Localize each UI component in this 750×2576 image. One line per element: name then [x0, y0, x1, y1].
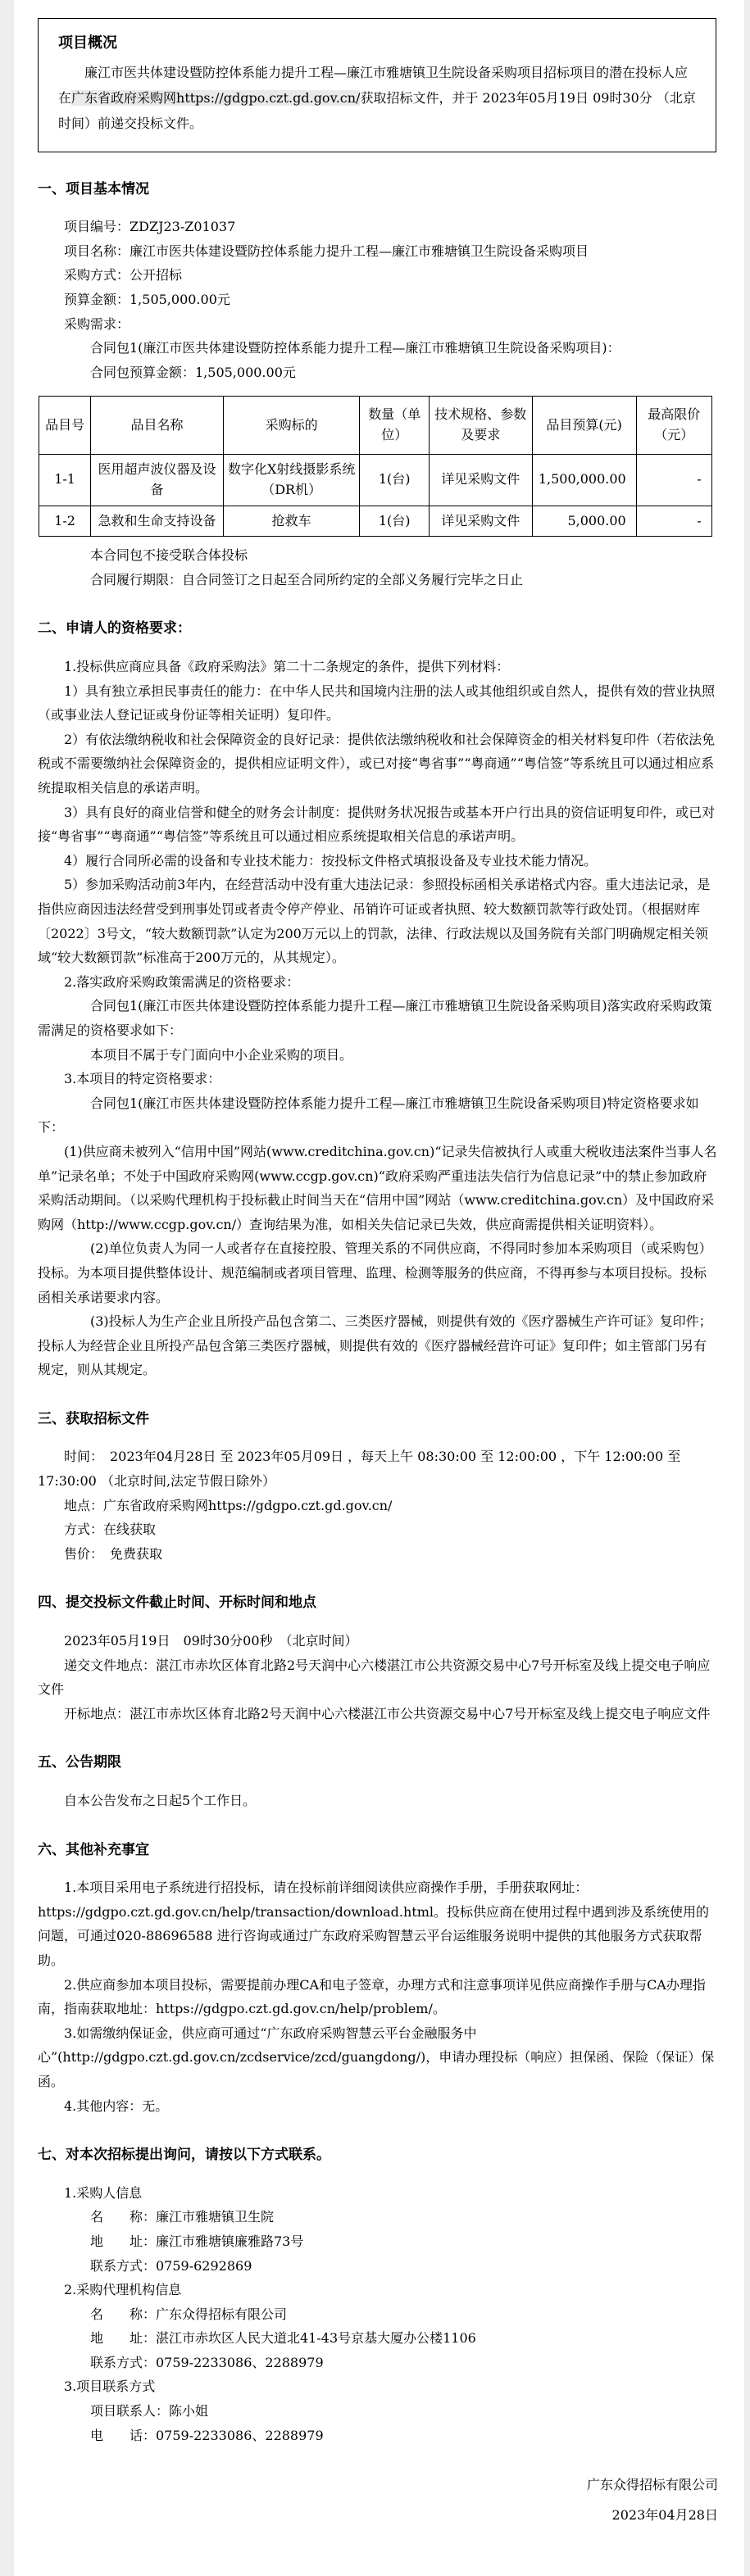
project-contact-telephone: 电 话：0759-2233086、2288979 — [90, 2427, 324, 2443]
qualification-item: (3)投标人为生产企业且所投产品包含第二、三类医疗器械，则提供有效的《医疗器械生产许可证》复印件；投标人为经营企业且所投产品包含第三类医疗器械，则提供有效的《医疗器械经营许可证》复印件；如主管部门另有规定，则从其规定。 — [38, 1313, 712, 1378]
table-cell: 数字化X射线摄影系统（DR机） — [223, 454, 360, 506]
obtain-time: 时间： 2023年04月28日 至 2023年05月09日 ，每天上午 08:30:00 至 12:00:00 ，下午 12:00:00 至 17:30:00 （北京时间,法定节假日除外） — [38, 1449, 681, 1490]
table-body — [39, 454, 712, 536]
demand-label: 采购需求： — [64, 315, 130, 332]
qualification-item: 2）有依法缴纳税收和社会保障资金的良好记录：提供依法缴纳税收和社会保障资金的相关材料复印件（若依法免税或不需要缴纳社会保障资金的，提供相应证明文件），或已对接“粤省事”“粤商通”“粤信签”等系统且可以通过相应系统提取相关信息的承诺声明。 — [38, 731, 716, 796]
obtain-way: 方式：在线获取 — [64, 1522, 157, 1538]
qualification-item: 3.本项目的特定资格要求： — [64, 1071, 221, 1087]
table-header-cell: 技术规格、参数及要求 — [429, 397, 532, 455]
table-header-cell: 品目预算(元) — [532, 397, 636, 455]
project-contact-person: 项目联系人：陈小姐 — [90, 2403, 209, 2420]
table-header-cell: 数量（单位） — [360, 397, 430, 455]
contract-period: 合同履行期限：自合同签订之日起至合同所约定的全部义务履行完毕之日止 — [90, 571, 524, 587]
agency-name: 名 称：广东众得招标有限公司 — [90, 2306, 288, 2322]
overview-paragraph — [58, 60, 696, 137]
overview-text-before: 廉江市医共体建设暨防控体系能力提升工程—廉江市雅塘镇卫生院设备采购项目招标项目的潜在投标人应在 — [58, 65, 689, 107]
agency-info-title: 2.采购代理机构信息 — [64, 2282, 182, 2298]
section-heading-qualification: 二、申请人的资格要求： — [38, 620, 191, 637]
table-cell: - — [636, 506, 711, 537]
table-header-cell: 品目名称 — [91, 397, 224, 455]
other-matter-item: 3.如需缴纳保证金，供应商可通过“广东政府采购智慧云平台金融服务中心”(http://gdgpo.czt.gd.gov.cn/zcdservice/zcd/guangdong/)，申请办理投标（响应）担保函、保险（保证）保函。 — [38, 2025, 715, 2089]
qualification-item: 5）参加采购活动前3年内，在经营活动中没有重大违法记录：参照投标函相关承诺格式内容。重大违法记录，是指供应商因违法经营受到刑事处罚或者责令停产停业、吊销许可证或者执照、较大数额罚款等行政处罚。（根据财库〔2022〕3号文，“较大数额罚款”认定为200万元以上的罚款，法律、行政法规以及国务院有关部门明确规定相关领域“较大数额罚款”标准高于200万元的，从其规定）。 — [38, 877, 711, 966]
purchaser-address: 地 址：廉江市雅塘镇廉雅路73号 — [90, 2233, 304, 2249]
bid-deadline: 2023年05月19日 09时30分00秒 （北京时间） — [64, 1633, 358, 1649]
table-row — [39, 506, 712, 537]
obtain-place: 地点：广东省政府采购网https://gdgpo.czt.gd.gov.cn/ — [64, 1497, 393, 1513]
qualification-item: 本项目不属于专门面向中小企业采购的项目。 — [90, 1046, 353, 1063]
section-heading-basic-info: 一、项目基本情况 — [38, 180, 149, 197]
project-contact-title: 3.项目联系方式 — [64, 2379, 156, 2395]
table-row — [39, 454, 712, 506]
section-heading-other-matters: 六、其他补充事宜 — [38, 1841, 149, 1858]
qualification-item: 1）具有独立承担民事责任的能力：在中华人民共和国境内注册的法人或其他组织或自然人，提供有效的营业执照（或事业法人登记证或身份证等相关证明）复印件。 — [38, 683, 716, 723]
announcement-page — [14, 0, 744, 2576]
qualification-item: 合同包1(廉江市医共体建设暨防控体系能力提升工程—廉江市雅塘镇卫生院设备采购项目)特定资格要求如下： — [38, 1095, 699, 1136]
purchaser-info-title: 1.采购人信息 — [64, 2184, 143, 2201]
project-number: 项目编号：ZDZJ23-Z01037 — [64, 219, 236, 235]
table-header-cell: 最高限价（元） — [636, 397, 711, 455]
section-heading-deadline: 四、提交投标文件截止时间、开标时间和地点 — [38, 1594, 316, 1612]
table-cell: 详见采购文件 — [429, 506, 532, 537]
items-table — [39, 396, 712, 537]
project-name: 项目名称：廉江市医共体建设暨防控体系能力提升工程—廉江市雅塘镇卫生院设备采购项目 — [64, 243, 589, 259]
announcement-period: 自本公告发布之日起5个工作日。 — [64, 1793, 257, 1809]
agency-address: 地 址：湛江市赤坎区人民大道北41-43号京基大厦办公楼1106 — [90, 2330, 476, 2347]
other-matter-item: 1.本项目采用电子系统进行招投标，请在投标前详细阅读供应商操作手册，手册获取网址：https://gdgpo.czt.gd.gov.cn/help/transaction/download.html。投标供应商在使用过程中遇到涉及系统使用的问题，可通过020-88696588 进行咨询或通过广东政府采购智慧云平台运维服务说明中提供的其他服务方式获取帮助。 — [38, 1880, 709, 1968]
contract-package-line: 合同包1(廉江市医共体建设暨防控体系能力提升工程—廉江市雅塘镇卫生院设备采购项目)： — [90, 340, 620, 356]
budget-amount: 预算金额：1,505,000.00元 — [64, 291, 230, 307]
table-header-cell: 品目号 — [39, 397, 91, 455]
procurement-method: 采购方式：公开招标 — [64, 267, 183, 283]
qualification-item: (1)供应商未被列入“信用中国”网站(www.creditchina.gov.cn)“记录失信被执行人或重大税收违法案件当事人名单”记录名单；不处于中国政府采购网(www.ccgp.gov.cn)“政府采购严重违法失信行为信息记录”中的禁止参加政府采购活动期间。（以采购代理机构于投标截止时间当天在“信用中国”网站（www.creditchina.gov.cn）及中国政府采购网（http://www.ccgp.gov.cn/）查询结果为准，如相关失信记录已失效，供应商需提供相关证明资料）。 — [38, 1143, 717, 1232]
qualification-item: 3）具有良好的商业信誉和健全的财务会计制度：提供财务状况报告或基本开户行出具的资信证明复印件，或已对接“粤省事”“粤商通”“粤信签”等系统且可以通过相应系统提取相关信息的承诺声明。 — [38, 804, 716, 845]
section-heading-obtain-documents: 三、获取招标文件 — [38, 1410, 149, 1427]
table-cell: 1(台) — [360, 454, 430, 506]
purchaser-telephone: 联系方式：0759-6292869 — [90, 2257, 252, 2274]
table-cell: 急救和生命支持设备 — [91, 506, 224, 537]
project-overview-box — [38, 18, 716, 152]
section-heading-contact: 七、对本次招标提出询问，请按以下方式联系。 — [38, 2147, 330, 2164]
obtain-price: 售价： 免费获取 — [64, 1545, 163, 1562]
submit-place: 递交文件地点：湛江市赤坎区体育北路2号天润中心六楼湛江市公共资源交易中心7号开标室及线上提交电子响应文件 — [38, 1657, 711, 1698]
qualification-item: 合同包1(廉江市医共体建设暨防控体系能力提升工程—廉江市雅塘镇卫生院设备采购项目)落实政府采购政策需满足的资格要求如下： — [38, 998, 712, 1038]
procurement-site-url: 广东省政府采购网https://gdgpo.czt.gd.gov.cn/ — [71, 90, 361, 107]
table-cell: 详见采购文件 — [429, 454, 532, 506]
section-heading-announcement-period: 五、公告期限 — [38, 1754, 121, 1771]
table-cell: 医用超声波仪器及设备 — [91, 454, 224, 506]
overview-title: 项目概况 — [58, 34, 117, 52]
package-budget: 合同包预算金额：1,505,000.00元 — [90, 364, 296, 380]
qualification-item: 4）履行合同所必需的设备和专业技术能力：按投标文件格式填报设备及专业技术能力情况。 — [64, 852, 598, 868]
purchaser-name: 名 称：廉江市雅塘镇卫生院 — [90, 2209, 275, 2225]
table-cell: - — [636, 454, 711, 506]
qualification-item: 2.落实政府采购政策需满足的资格要求： — [64, 973, 300, 990]
table-cell: 1-1 — [39, 454, 91, 506]
bid-opening-place: 开标地点：湛江市赤坎区体育北路2号天润中心六楼湛江市公共资源交易中心7号开标室及线上提交电子响应文件 — [64, 1705, 711, 1721]
no-joint-bid-note: 本合同包不接受联合体投标 — [90, 547, 248, 564]
table-cell: 1-2 — [39, 506, 91, 537]
signature-block — [38, 2470, 718, 2531]
table-cell: 1,500,000.00 — [532, 454, 636, 506]
table-cell: 抢救车 — [223, 506, 360, 537]
qualification-item: (2)单位负责人为同一人或者存在直接控股、管理关系的不同供应商，不得同时参加本采购项目（或采购包）投标。为本项目提供整体设计、规范编制或者项目管理、监理、检测等服务的供应商，不得再参与本项目投标。投标函相关承诺要求内容。 — [38, 1240, 712, 1305]
agency-telephone: 联系方式：0759-2233086、2288979 — [90, 2354, 324, 2370]
table-header-cell: 采购标的 — [223, 397, 360, 455]
overview-text-after: 获取招标文件，并于 2023年05月19日 09时30分 （北京时间）前递交投标文件。 — [58, 90, 696, 132]
other-matter-item: 4.其他内容：无。 — [64, 2098, 169, 2114]
table-cell: 1(台) — [360, 506, 430, 537]
table-header-row — [39, 397, 712, 455]
table-cell: 5,000.00 — [532, 506, 636, 537]
agency-signature: 广东众得招标有限公司 — [586, 2477, 718, 2493]
announcement-date: 2023年04月28日 — [611, 2507, 718, 2524]
other-matter-item: 2.供应商参加本项目投标，需要提前办理CA和电子签章，办理方式和注意事项详见供应商操作手册与CA办理指南，指南获取地址：https://gdgpo.czt.gd.gov.cn/help/problem/。 — [38, 1976, 706, 2017]
qualification-item: 1.投标供应商应具备《政府采购法》第二十二条规定的条件，提供下列材料： — [64, 659, 510, 675]
